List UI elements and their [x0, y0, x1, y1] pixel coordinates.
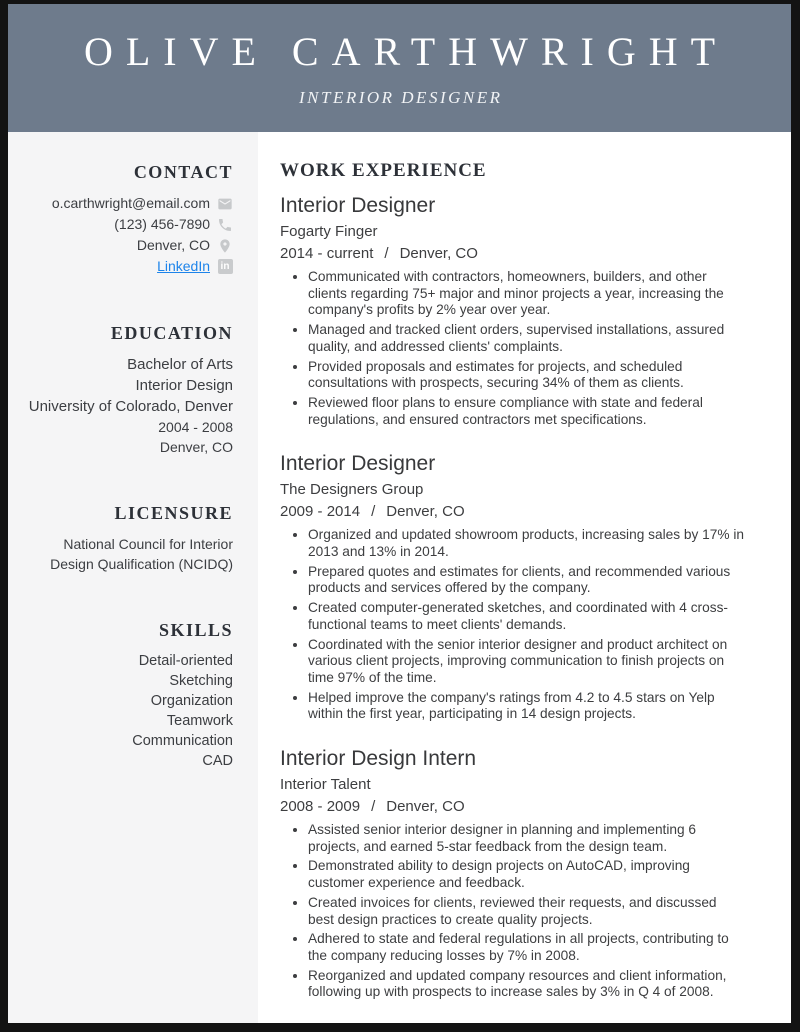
bullet-point: • Helped improve the company's ratings from 4.2 to 4.5 stars on Yelp within the first year, participating in 14 design projects.	[308, 690, 745, 723]
linkedin-badge-text: in	[218, 259, 233, 274]
bullet-point: • Prepared quotes and estimates for clients, and recommended various products and services offered by the company.	[308, 564, 745, 597]
phone-icon	[217, 217, 233, 233]
job-dates: 2008 - 2009	[280, 798, 361, 816]
meta-separator: /	[371, 798, 376, 816]
job-bullet-list	[280, 527, 745, 723]
bullet-point: • Managed and tracked client orders, supervised installations, assured quality, and addressed clients' complaints.	[308, 322, 745, 355]
skill-item: Teamwork	[166, 713, 233, 729]
resume-body	[8, 132, 791, 1023]
bullet-point: • Assisted senior interior designer in planning and implementing 6 projects, and earned 5-star feedback from the design team.	[308, 822, 745, 855]
contact-linkedin-row	[18, 256, 233, 277]
bullet-point: • Created computer-generated sketches, and coordinated with 4 cross-functional teams to meet clients' demands.	[308, 600, 745, 633]
job-entry	[280, 745, 745, 1001]
contact-phone-row	[18, 214, 233, 235]
work-experience-heading: WORK EXPERIENCE	[280, 160, 487, 181]
bullet-point: • Created invoices for clients, reviewed their requests, and discussed best design practices to create quality projects.	[308, 895, 745, 928]
bullet-point: • Organized and updated showroom products, increasing sales by 17% in 2013 and 13% in 2014.	[308, 527, 745, 560]
job-meta	[280, 797, 745, 816]
bullet-point: • Provided proposals and estimates for projects, and scheduled consultations with prospects, securing 34% of them as clients.	[308, 359, 745, 392]
contact-heading: CONTACT	[133, 162, 233, 182]
mail-icon	[217, 196, 233, 212]
contact-section	[18, 162, 233, 277]
meta-separator: /	[384, 245, 389, 262]
licensure-section	[18, 503, 233, 574]
job-location: Denver, CO	[386, 503, 465, 521]
skill-item: Organization	[150, 693, 233, 709]
job-title: Interior Designer	[280, 194, 436, 217]
location-value: Denver, CO	[136, 237, 210, 253]
job-location: Denver, CO	[399, 245, 478, 262]
linkedin-icon	[217, 259, 233, 275]
job-meta	[280, 502, 745, 521]
licensure-text: National Council for Interior Design Qualification (NCIDQ)	[50, 536, 233, 572]
education-heading: EDUCATION	[110, 323, 233, 343]
bullet-point: • Adhered to state and federal regulations in all projects, contributing to the company reducing losses by 7% in 2008.	[308, 931, 745, 964]
skill-item: CAD	[202, 753, 233, 769]
sidebar	[8, 132, 258, 1023]
contact-location-row	[18, 235, 233, 256]
job-meta	[280, 244, 745, 263]
skill-item: Detail-oriented	[138, 653, 233, 669]
licensure-heading: LICENSURE	[114, 503, 233, 523]
bullet-point: • Communicated with contractors, homeowners, builders, and other clients regarding 75+ major and minor projects a year, increasing the company's profits by 2% year over year.	[308, 269, 745, 319]
contact-email-row	[18, 193, 233, 214]
skills-section	[18, 620, 233, 771]
meta-separator: /	[371, 503, 376, 521]
candidate-title: INTERIOR DESIGNER	[298, 88, 503, 107]
job-title: Interior Design Intern	[280, 747, 477, 771]
job-location: Denver, CO	[386, 798, 465, 816]
skills-heading: SKILLS	[158, 620, 233, 640]
job-dates: 2014 - current	[280, 245, 374, 262]
bullet-point: • Coordinated with the senior interior designer and product architect on various client projects, improving communication to finish projects on time 97% of the time.	[308, 637, 745, 687]
bullet-point: • Reorganized and updated company resources and client information, following up with prospects to increase sales by 3% in Q 4 of 2008.	[308, 968, 745, 1001]
job-title: Interior Designer	[280, 452, 436, 476]
location-pin-icon	[217, 238, 233, 254]
education-location: Denver, CO	[159, 439, 233, 455]
job-company: The Designers Group	[280, 481, 424, 499]
linkedin-link[interactable]: LinkedIn	[157, 258, 210, 274]
education-dates: 2004 - 2008	[158, 419, 233, 435]
job-dates: 2009 - 2014	[280, 503, 361, 521]
job-company: Interior Talent	[280, 776, 371, 794]
work-experience-column	[258, 132, 791, 1023]
candidate-name: OLIVE CARTHWRIGHT	[83, 29, 729, 74]
job-bullet-list	[280, 822, 745, 1001]
bullet-point: • Demonstrated ability to design projects on AutoCAD, improving customer experience and feedback.	[308, 858, 745, 891]
skill-item: Communication	[132, 733, 233, 749]
job-entry	[280, 192, 745, 428]
job-bullet-list	[280, 269, 745, 428]
education-school: University of Colorado, Denver	[28, 398, 233, 415]
job-company: Fogarty Finger	[280, 223, 378, 240]
job-entry	[280, 450, 745, 723]
phone-value: (123) 456-7890	[114, 216, 210, 232]
education-degree: Bachelor of Arts	[127, 356, 233, 373]
education-major: Interior Design	[135, 377, 233, 394]
bullet-point: • Reviewed floor plans to ensure compliance with state and federal regulations, and ensured contractors met specifications.	[308, 395, 745, 428]
email-value: o.carthwright@email.com	[51, 195, 210, 211]
skill-item: Sketching	[169, 673, 233, 689]
resume-header	[8, 4, 791, 132]
education-section	[18, 323, 233, 457]
